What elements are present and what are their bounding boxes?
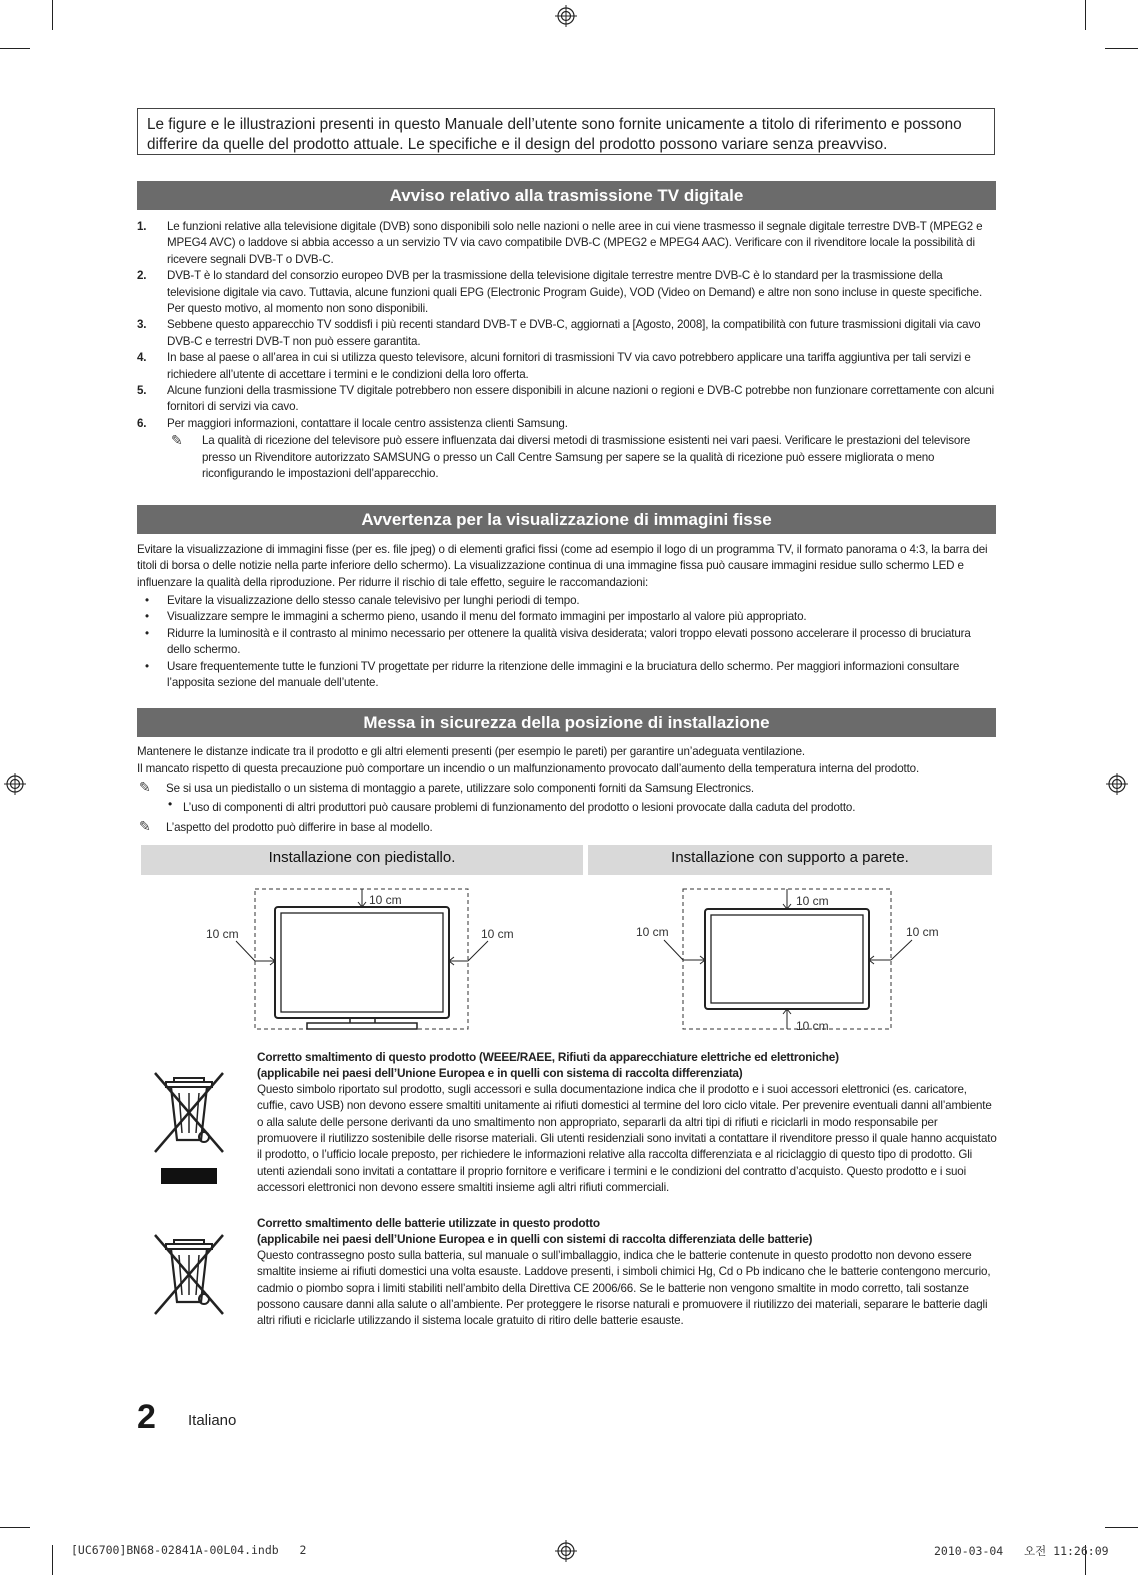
dimension-top-label: 10 cm — [369, 893, 402, 907]
stand-installation-label: Installazione con piedistallo. — [141, 845, 583, 875]
crossed-bin-battery-icon — [152, 1230, 226, 1320]
crop-mark — [1085, 0, 1086, 30]
digital-tv-list — [137, 219, 997, 483]
list-item: 4. In base al paese o all’area in cui si utilizza questo televisore, alcuni fornitori di trasmissioni TV via cavo potrebbero applicare una tariffa aggiuntiva per tali servizi e richiedere all’utente di accettare i termini e le condizioni della loro offerta. — [137, 351, 971, 381]
stand-installation-diagram — [195, 883, 535, 1033]
registration-mark-icon — [555, 1540, 577, 1562]
disclaimer-notice: Le figure e le illustrazioni presenti in questo Manuale dell’utente sono fornite unicamente a titolo di riferimento e possono differire da quelle del prodotto attuale. Le specifiche e il design del prodotto possono variare senza preavviso. — [137, 108, 995, 155]
page-language: Italiano — [188, 1412, 237, 1429]
battery-body: Questo contrassegno posto sulla batteria, sul manuale o sull’imballaggio, indica che le batterie contenute in questo prodotto non devono essere smaltite insieme ai rifiuti domestici una volta esauste. Laddove presenti, i simboli chimici Hg, Cd o Pb indicano che le batterie contengono mercurio, cadmio o piombo sopra i limiti stabiliti nell’ambito della Direttiva CE 2006/66. Se le batterie non vengono smaltite in modo corretto, tali sostanze possono causare danni alla salute o all’ambiente. Per proteggere le risorse naturali e promuovere il riutilizzo dei materiali, separare le batterie dagli altri rifiuti e riciclarle utilizzando il sistema locale gratuito di ritiro delle batterie esauste. — [257, 1248, 991, 1328]
crop-mark — [1105, 48, 1138, 49]
dimension-bottom-label: 10 cm — [796, 1019, 829, 1033]
battery-disposal-block — [257, 1215, 997, 1330]
crossed-bin-weee-icon — [152, 1068, 226, 1188]
section-heading-digital-tv: Avviso relativo alla trasmissione TV digitale — [137, 181, 996, 210]
list-item: 3. Sebbene questo apparecchio TV soddisfi i più recenti standard DVB-T e DVB-C, aggiornati a [Agosto, 2008], la compatibilità con future trasmissioni digitali via cavo DVB-C e terrestri DVB-T non può essere garantita. — [137, 318, 981, 348]
crop-mark — [0, 48, 30, 49]
list-item: 1. Le funzioni relative alla televisione digitale (DVB) sono disponibili solo nelle nazioni o nelle aree in cui viene trasmesso il segnale digitale terrestre DVB-T (MPEG2 e MPEG4 AVC) o laddove si abbia accesso a un servizio TV via cavo compatibile DVB-C (MPEG2 e MPEG4 AAC). Verificare con il rivenditore locale la possibilità di ricevere segnali DVB-T o DVB-C. — [137, 220, 983, 266]
pencil-note-icon: ✎ — [171, 432, 183, 449]
crop-mark — [1105, 1527, 1138, 1528]
dimension-right-label: 10 cm — [906, 925, 939, 939]
installation-note-1: Se si usa un piedistallo o un sistema di montaggio a parete, utilizzare solo componenti forniti da Samsung Electronics. — [166, 782, 754, 795]
registration-mark-icon — [555, 5, 577, 27]
pencil-note-icon: ✎ — [139, 818, 151, 834]
section-heading-still-images: Avvertenza per la visualizzazione di immagini fisse — [137, 505, 996, 534]
battery-subtitle: (applicabile nei paesi dell’Unione Europea e in quelli con sistemi di raccolta differenziata delle batterie) — [257, 1232, 813, 1247]
registration-mark-icon — [1106, 773, 1128, 795]
list-item: • Evitare la visualizzazione dello stesso canale televisivo per lunghi periodi di tempo. — [137, 593, 997, 609]
installation-line-1: Mantenere le distanze indicate tra il prodotto e gli altri elementi presenti (per esempio le pareti) per garantire un’adeguata ventilazione. — [137, 745, 805, 758]
weee-title: Corretto smaltimento di questo prodotto (WEEE/RAEE, Rifiuti da apparecchiature elettriche ed elettroniche) — [257, 1050, 839, 1064]
list-item: 6. Per maggiori informazioni, contattare il locale centro assistenza clienti Samsung. — [137, 416, 568, 430]
installation-line-2: Il mancato rispetto di questa precauzione può comportare un incendio o un malfunzionamento provocato dall’aumento della temperatura interna del prodotto. — [137, 762, 920, 775]
wall-installation-diagram — [630, 883, 950, 1033]
dimension-left-label: 10 cm — [206, 927, 239, 941]
still-images-intro: Evitare la visualizzazione di immagini fisse (per es. file jpeg) o di elementi grafici fissi (come ad esempio il logo di un programma TV, il formato panorama o 4:3, la barra dei titoli di borsa o delle notizie nella parte inferiore dello schermo). La visualizzazione continua di una immagine fissa può causare immagini residue sullo schermo LED e influenzare la qualità della riproduzione. Per ridurre il rischio di tale effetto, seguire le raccomandazioni: — [137, 543, 988, 589]
print-timestamp: 2010-03-04 오전 11:26:09 — [934, 1544, 1109, 1558]
print-file-name: [UC6700]BN68-02841A-00L04.indb 2 — [71, 1543, 307, 1557]
battery-title: Corretto smaltimento delle batterie utilizzate in questo prodotto — [257, 1216, 600, 1230]
list-item: • Visualizzare sempre le immagini a schermo pieno, usando il menu del formato immagini per impostarlo al valore più appropriato. — [137, 609, 997, 625]
list-item: 2. DVB-T è lo standard del consorzio europeo DVB per la trasmissione della televisione digitale terrestre mentre DVB-C è lo standard per la trasmissione della televisione digitale via cavo. Tuttavia, alcune funzioni quali EPG (Electronic Program Guide), VOD (Video on Demand) e altre non sono incluse in queste specifiche. Per questo motivo, al momento non sono disponibili. — [137, 269, 983, 316]
section-heading-installation: Messa in sicurezza della posizione di installazione — [137, 708, 996, 737]
weee-disposal-block — [257, 1049, 997, 1197]
dimension-top-label: 10 cm — [796, 894, 829, 908]
pencil-note-icon: ✎ — [139, 779, 151, 795]
list-item: 5. Alcune funzioni della trasmissione TV digitale potrebbero non essere disponibili in alcune nazioni o regioni e DVB-C potrebbe non funzionare correttamente con alcuni fornitori di servizi via cavo. — [137, 384, 995, 414]
installation-subbullet: L’uso di componenti di altri produttori può causare problemi di funzionamento del prodotto o lesioni provocate dalla caduta del prodotto. — [183, 801, 856, 814]
installation-note-2: L’aspetto del prodotto può differire in base al modello. — [166, 821, 433, 834]
weee-subtitle: (applicabile nei paesi dell’Unione Europea e in quelli con sistema di raccolta differenziata) — [257, 1066, 743, 1081]
bullet-icon: • — [168, 797, 173, 811]
dimension-right-label: 10 cm — [481, 927, 514, 941]
crop-mark — [52, 1545, 53, 1575]
wall-installation-label: Installazione con supporto a parete. — [588, 845, 992, 875]
list-item: • Ridurre la luminosità e il contrasto al minimo necessario per ottenere la qualità visiva desiderata; valori troppo elevati possono accelerare il processo di bruciatura dello schermo. — [137, 626, 997, 659]
crop-mark — [0, 1527, 30, 1528]
list-item: • Usare frequentemente tutte le funzioni TV progettate per ridurre la ritenzione delle immagini e la bruciatura dello schermo. Per maggiori informazioni consultare l’apposita sezione del manuale dell’utente. — [137, 659, 997, 692]
reception-note: ✎ La qualità di ricezione del televisore può essere influenzata dai diversi metodi di trasmissione esistenti nei vari paesi. Verificare le prestazioni del televisore presso un Rivenditore autorizzato SAMSUNG o presso un Call Centre Samsung per sapere se la qualità di ricezione può essere migliorata o meno riconfigurando le impostazioni dell’apparecchio. — [171, 432, 971, 481]
dimension-left-label: 10 cm — [636, 925, 669, 939]
registration-mark-icon — [4, 773, 26, 795]
crop-mark — [52, 0, 53, 30]
still-images-bullets — [137, 593, 997, 691]
page-number: 2 — [137, 1398, 156, 1436]
weee-body: Questo simbolo riportato sul prodotto, sugli accessori e sulla documentazione indica che il prodotto e i suoi accessori elettronici (es. caricatore, cuffie, cavo USB) non devono essere smaltiti unitamente ai rifiuti domestici al termine del loro ciclo vitale. Per prevenire eventuali danni all’ambiente o alla salute delle persone derivanti da uno smaltimento non appropriato, separarli da altri tipi di rifiuti e riciclarli in modo responsabile per promuovere il riutilizzo sostenibile delle risorse materiali. Gli utenti residenziali sono invitati a contattare il rivenditore presso il quale hanno acquistato il prodotto, o l’ufficio locale preposto, per richiedere le informazioni relative alla raccolta differenziata e al riciclaggio di questo tipo di prodotto. Gli utenti aziendali sono invitati a contattare il proprio fornitore e verificare i termini e le condizioni del contratto d’acquisto. Questo prodotto e i suoi accessori elettronici non devono essere smaltiti insieme agli altri rifiuti commerciali. — [257, 1082, 997, 1195]
